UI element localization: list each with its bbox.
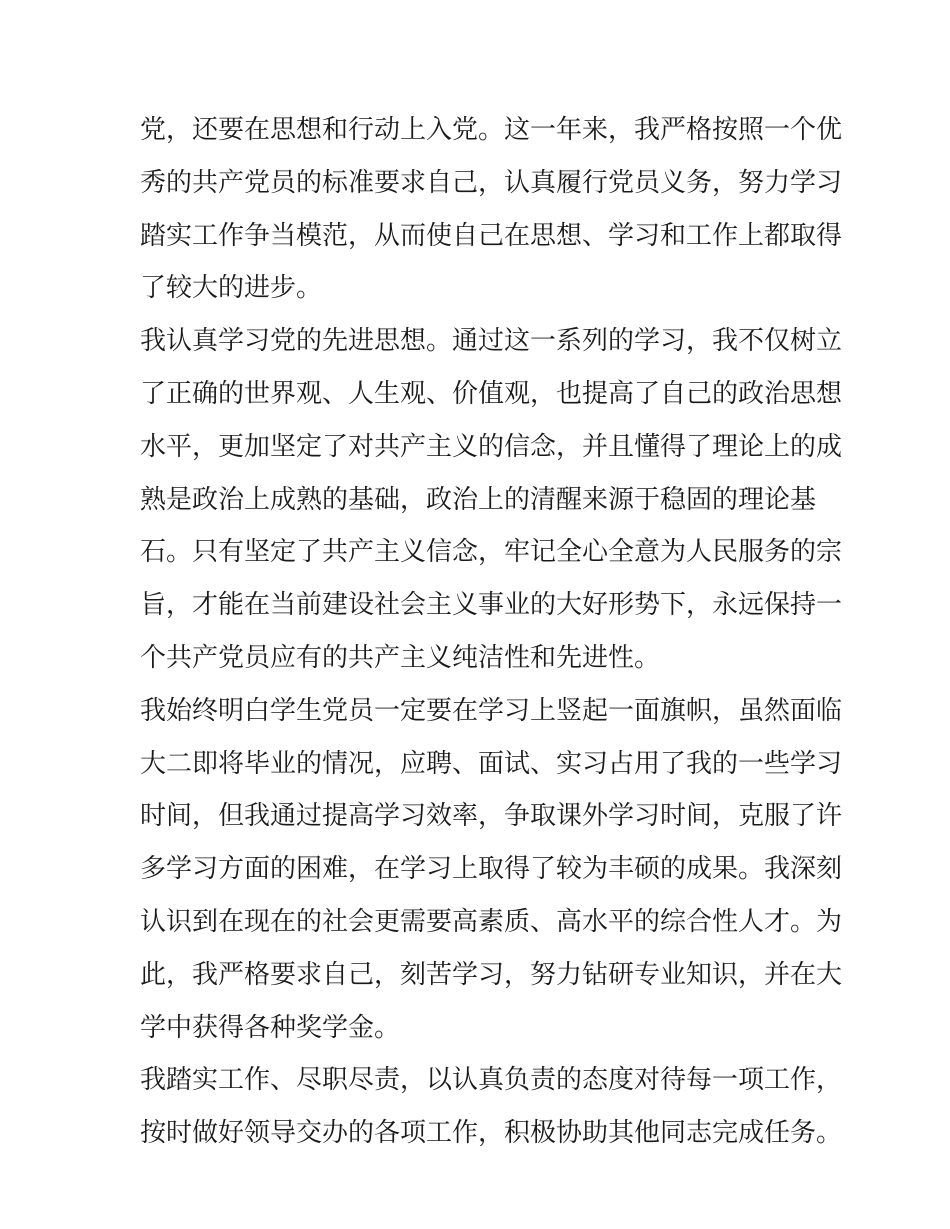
text-line: 按时做好领导交办的各项工作，积极协助其他同志完成任务。: [140, 1118, 843, 1149]
text-line: 旨，才能在当前建设社会主义事业的大好形势下，永远保持一: [140, 590, 843, 621]
text-line: 认识到在现在的社会更需要高素质、高水平的综合性人才。为: [140, 906, 843, 937]
text-line: 石。只有坚定了共产主义信念，牢记全心全意为人民服务的宗: [140, 537, 843, 568]
text-line: 我认真学习党的先进思想。通过这一系列的学习，我不仅树立: [140, 326, 843, 357]
text-line: 踏实工作争当模范，从而使自己在思想、学习和工作上都取得: [140, 220, 843, 251]
text-line: 多学习方面的困难，在学习上取得了较为丰硕的成果。我深刻: [140, 854, 843, 885]
text-line: 时间，但我通过提高学习效率，争取课外学习时间，克服了许: [140, 801, 843, 832]
text-line: 我踏实工作、尽职尽责，以认真负责的态度对待每一项工作，: [140, 1065, 843, 1096]
text-line: 了较大的进步。: [140, 273, 323, 304]
text-line: 学中获得各种奖学金。: [140, 1012, 401, 1043]
text-line: 秀的共产党员的标准要求自己，认真履行党员义务，努力学习: [140, 167, 843, 198]
document-body: [140, 104, 843, 1160]
text-line: 大二即将毕业的情况，应聘、面试、实习占用了我的一些学习: [140, 748, 843, 779]
text-line: 个共产党员应有的共产主义纯洁性和先进性。: [140, 642, 661, 673]
text-line: 熟是政治上成熟的基础，政治上的清醒来源于稳固的理论基: [140, 484, 817, 515]
text-line: 此，我严格要求自己，刻苦学习，努力钻研专业知识，并在大: [140, 959, 843, 990]
text-line: 党，还要在思想和行动上入党。这一年来，我严格按照一个优: [140, 115, 843, 145]
text-line: 了正确的世界观、人生观、价值观，也提高了自己的政治思想: [140, 378, 843, 409]
text-line: 我始终明白学生党员一定要在学习上竖起一面旗帜，虽然面临: [140, 695, 843, 726]
text-line: 水平，更加坚定了对共产主义的信念，并且懂得了理论上的成: [140, 431, 843, 462]
